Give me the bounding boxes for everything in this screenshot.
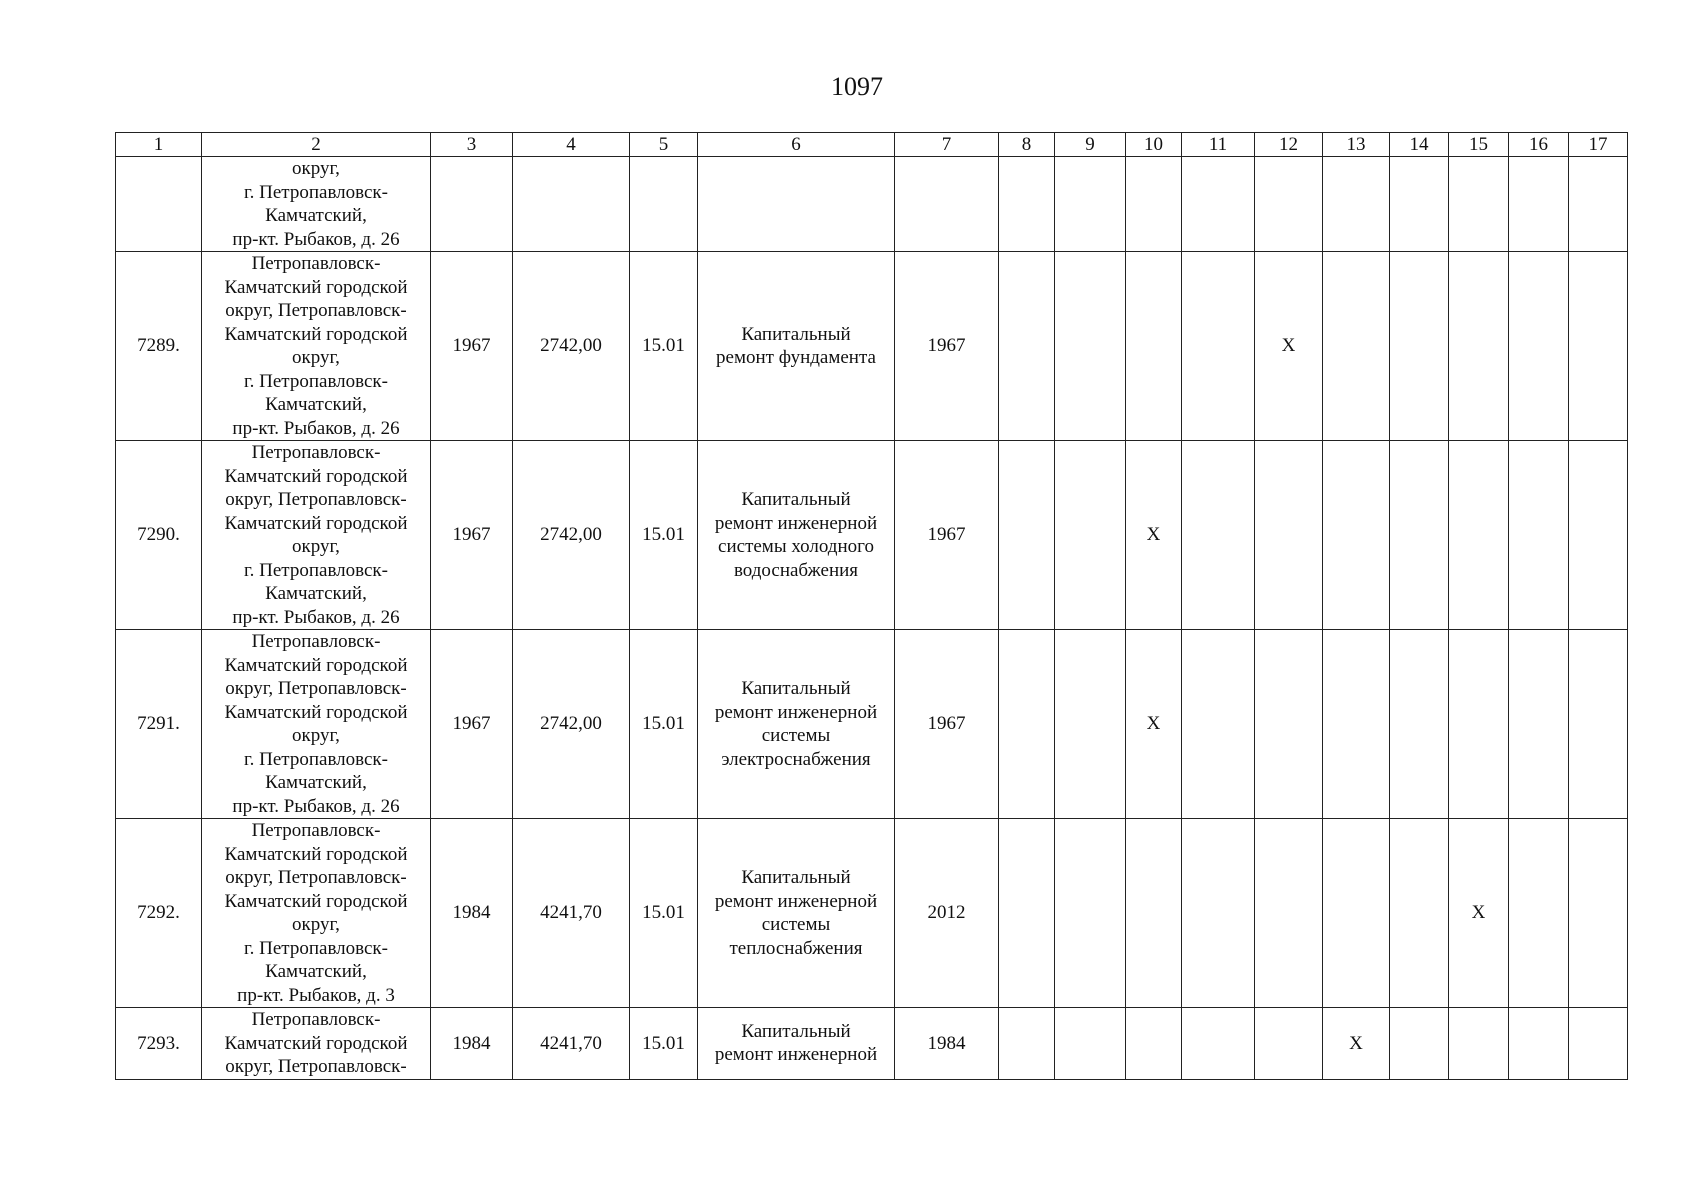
mark-cell: X <box>1126 630 1182 819</box>
year-cell: 2012 <box>895 819 999 1008</box>
column-header: 16 <box>1509 133 1569 157</box>
mark-cell <box>1390 441 1449 630</box>
mark-cell <box>1055 252 1126 441</box>
mark-cell <box>999 157 1055 252</box>
mark-cell <box>1255 630 1323 819</box>
mark-cell <box>1569 1008 1628 1080</box>
mark-cell <box>999 252 1055 441</box>
code-cell: 15.01 <box>630 630 698 819</box>
row-number-cell: 7290. <box>116 441 202 630</box>
column-header: 2 <box>202 133 431 157</box>
table-row <box>116 630 1628 819</box>
mark-cell <box>1182 441 1255 630</box>
work-type-cell: Капитальный ремонт инженерной <box>698 1008 895 1080</box>
row-number-cell <box>116 157 202 252</box>
code-cell <box>630 157 698 252</box>
year-built-cell: 1967 <box>431 630 513 819</box>
year-cell: 1967 <box>895 252 999 441</box>
mark-cell <box>1509 157 1569 252</box>
mark-cell <box>1509 252 1569 441</box>
mark-cell: X <box>1323 1008 1390 1080</box>
mark-cell <box>1390 1008 1449 1080</box>
area-cell: 4241,70 <box>513 1008 630 1080</box>
mark-cell <box>1449 630 1509 819</box>
code-cell: 15.01 <box>630 441 698 630</box>
mark-cell <box>1569 630 1628 819</box>
mark-cell <box>1182 157 1255 252</box>
area-cell: 2742,00 <box>513 441 630 630</box>
column-header: 14 <box>1390 133 1449 157</box>
mark-cell <box>999 819 1055 1008</box>
address-cell: округ, г. Петропавловск- Камчатский, пр-кт. Рыбаков, д. 26 <box>202 157 431 252</box>
table-row <box>116 441 1628 630</box>
mark-cell <box>999 630 1055 819</box>
mark-cell <box>1255 157 1323 252</box>
column-header: 1 <box>116 133 202 157</box>
mark-cell <box>1055 630 1126 819</box>
column-header: 8 <box>999 133 1055 157</box>
year-built-cell: 1967 <box>431 252 513 441</box>
address-cell: Петропавловск- Камчатский городской округ, Петропавловск- Камчатский городской округ, г. Петропавловск- Камчатский, пр-кт. Рыбаков, д. 26 <box>202 252 431 441</box>
table-row <box>116 157 1628 252</box>
address-cell: Петропавловск- Камчатский городской округ, Петропавловск- <box>202 1008 431 1080</box>
area-cell: 2742,00 <box>513 630 630 819</box>
year-cell <box>895 157 999 252</box>
mark-cell <box>1255 1008 1323 1080</box>
year-cell: 1967 <box>895 630 999 819</box>
work-type-cell: Капитальный ремонт фундамента <box>698 252 895 441</box>
mark-cell: X <box>1126 441 1182 630</box>
year-built-cell: 1967 <box>431 441 513 630</box>
mark-cell <box>1182 819 1255 1008</box>
mark-cell <box>1055 1008 1126 1080</box>
mark-cell <box>1449 441 1509 630</box>
mark-cell <box>1390 157 1449 252</box>
mark-cell <box>1449 252 1509 441</box>
row-number-cell: 7292. <box>116 819 202 1008</box>
mark-cell <box>1126 157 1182 252</box>
code-cell: 15.01 <box>630 252 698 441</box>
mark-cell <box>1569 441 1628 630</box>
year-built-cell: 1984 <box>431 1008 513 1080</box>
row-number-cell: 7291. <box>116 630 202 819</box>
mark-cell <box>1449 157 1509 252</box>
column-header: 13 <box>1323 133 1390 157</box>
mark-cell <box>1390 252 1449 441</box>
table-row <box>116 252 1628 441</box>
row-number-cell: 7293. <box>116 1008 202 1080</box>
mark-cell <box>999 1008 1055 1080</box>
work-type-cell <box>698 157 895 252</box>
column-header: 7 <box>895 133 999 157</box>
work-type-cell: Капитальный ремонт инженерной системы теплоснабжения <box>698 819 895 1008</box>
area-cell: 4241,70 <box>513 819 630 1008</box>
mark-cell <box>1126 819 1182 1008</box>
year-built-cell: 1984 <box>431 819 513 1008</box>
year-built-cell <box>431 157 513 252</box>
year-cell: 1984 <box>895 1008 999 1080</box>
year-cell: 1967 <box>895 441 999 630</box>
address-cell: Петропавловск- Камчатский городской округ, Петропавловск- Камчатский городской округ, г. Петропавловск- Камчатский, пр-кт. Рыбаков, д. 26 <box>202 441 431 630</box>
table-row <box>116 819 1628 1008</box>
address-cell: Петропавловск- Камчатский городской округ, Петропавловск- Камчатский городской округ, г. Петропавловск- Камчатский, пр-кт. Рыбаков, д. 3 <box>202 819 431 1008</box>
mark-cell <box>1509 630 1569 819</box>
mark-cell <box>1569 157 1628 252</box>
mark-cell <box>1182 252 1255 441</box>
mark-cell <box>1055 819 1126 1008</box>
mark-cell <box>1255 441 1323 630</box>
page-number: 1097 <box>831 72 883 101</box>
mark-cell <box>1569 819 1628 1008</box>
column-header: 5 <box>630 133 698 157</box>
mark-cell: X <box>1449 819 1509 1008</box>
mark-cell <box>1126 252 1182 441</box>
column-header: 9 <box>1055 133 1126 157</box>
code-cell: 15.01 <box>630 819 698 1008</box>
table-row <box>116 1008 1628 1080</box>
column-header: 15 <box>1449 133 1509 157</box>
mark-cell <box>1323 252 1390 441</box>
mark-cell <box>1509 441 1569 630</box>
mark-cell <box>1323 157 1390 252</box>
mark-cell <box>1390 819 1449 1008</box>
column-header: 4 <box>513 133 630 157</box>
area-cell <box>513 157 630 252</box>
code-cell: 15.01 <box>630 1008 698 1080</box>
column-header: 10 <box>1126 133 1182 157</box>
mark-cell <box>1390 630 1449 819</box>
mark-cell <box>1182 630 1255 819</box>
capital-repair-table <box>115 132 1628 1080</box>
address-cell: Петропавловск- Камчатский городской округ, Петропавловск- Камчатский городской округ, г. Петропавловск- Камчатский, пр-кт. Рыбаков, д. 26 <box>202 630 431 819</box>
mark-cell <box>999 441 1055 630</box>
mark-cell <box>1323 630 1390 819</box>
mark-cell <box>1323 819 1390 1008</box>
column-header: 11 <box>1182 133 1255 157</box>
mark-cell <box>1569 252 1628 441</box>
area-cell: 2742,00 <box>513 252 630 441</box>
mark-cell <box>1509 819 1569 1008</box>
row-number-cell: 7289. <box>116 252 202 441</box>
mark-cell <box>1449 1008 1509 1080</box>
mark-cell <box>1055 441 1126 630</box>
mark-cell <box>1055 157 1126 252</box>
column-header: 12 <box>1255 133 1323 157</box>
mark-cell <box>1323 441 1390 630</box>
column-header: 17 <box>1569 133 1628 157</box>
column-header: 3 <box>431 133 513 157</box>
mark-cell <box>1255 819 1323 1008</box>
work-type-cell: Капитальный ремонт инженерной системы холодного водоснабжения <box>698 441 895 630</box>
mark-cell <box>1182 1008 1255 1080</box>
column-header: 6 <box>698 133 895 157</box>
column-number-row <box>116 133 1628 157</box>
work-type-cell: Капитальный ремонт инженерной системы электроснабжения <box>698 630 895 819</box>
mark-cell <box>1509 1008 1569 1080</box>
mark-cell <box>1126 1008 1182 1080</box>
mark-cell: X <box>1255 252 1323 441</box>
